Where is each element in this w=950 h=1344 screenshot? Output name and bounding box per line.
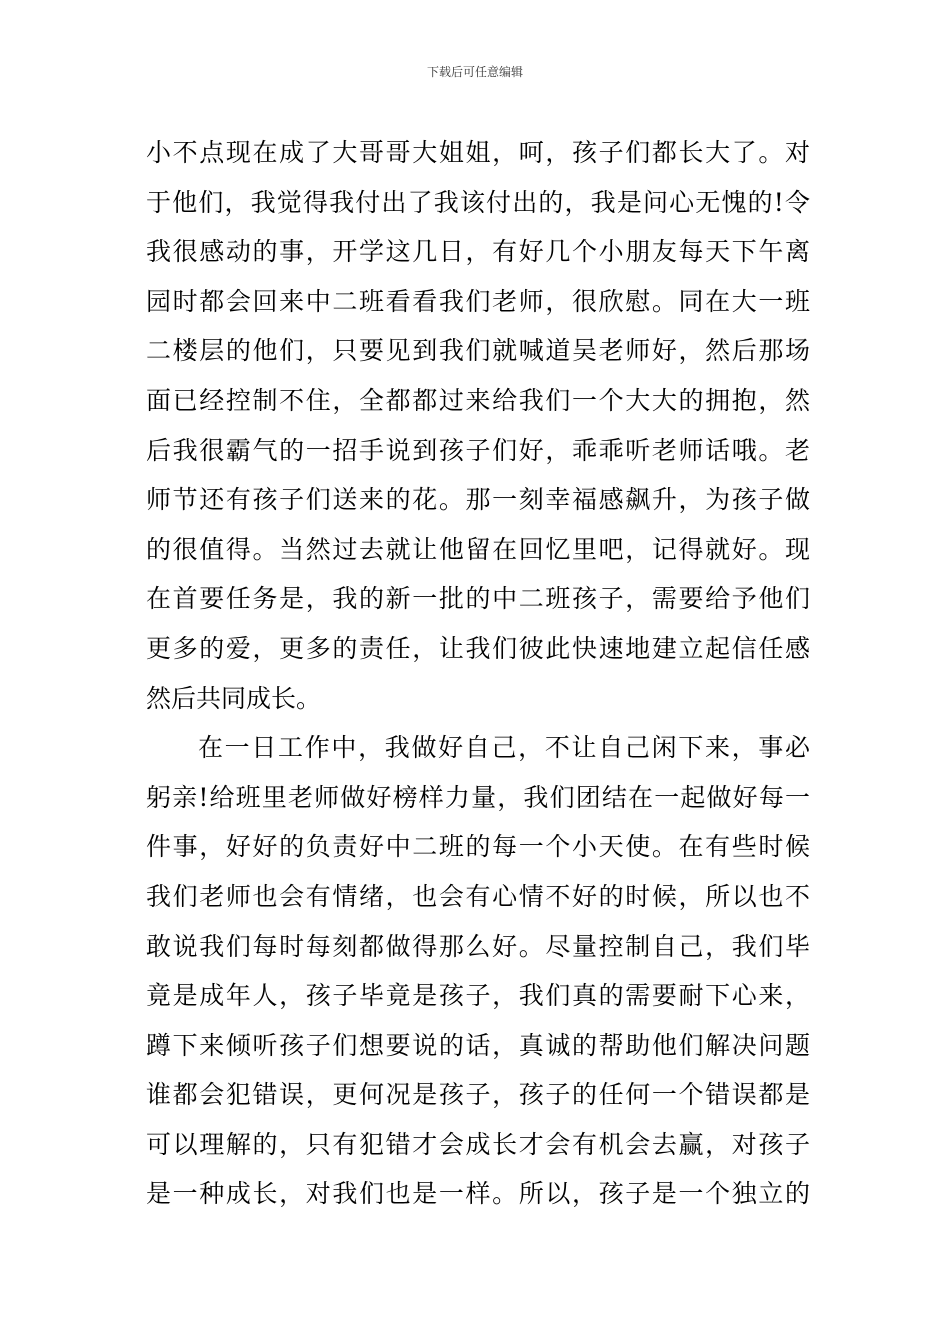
text-line: 敢说我们每时每刻都做得那么好。尽量控制自己，我们毕 — [146, 931, 810, 961]
text-line: 小不点现在成了大哥哥大姐姐，呵，孩子们都长大了。对 — [146, 138, 810, 167]
page-header: 下载后可任意编辑 — [426, 65, 523, 79]
text-line: 园时都会回来中二班看看我们老师，很欣慰。同在大一班 — [146, 286, 810, 316]
text-line: 件事，好好的负责好中二班的每一个小天使。在有些时候 — [146, 832, 810, 862]
text-line: 我很感动的事，开学这几日，有好几个小朋友每天下午离 — [146, 237, 810, 267]
text-line: 二楼层的他们，只要见到我们就喊道吴老师好，然后那场 — [146, 336, 810, 366]
text-line: 是一种成长，对我们也是一样。所以，孩子是一个独立的 — [146, 1179, 810, 1209]
text-line: 更多的爱，更多的责任，让我们彼此快速地建立起信任感 — [146, 633, 810, 663]
text-line: 躬亲!给班里老师做好榜样力量，我们团结在一起做好每一 — [146, 782, 810, 812]
text-line-paragraph-start: 在一日工作中，我做好自己，不让自己闲下来，事必 — [198, 733, 810, 763]
document-body — [146, 128, 810, 1219]
text-line: 然后共同成长。 — [146, 683, 322, 713]
text-line: 竟是成年人，孩子毕竟是孩子，我们真的需要耐下心来， — [146, 981, 810, 1011]
text-line: 谁都会犯错误，更何况是孩子，孩子的任何一个错误都是 — [146, 1080, 810, 1110]
text-line: 后我很霸气的一招手说到孩子们好，乖乖听老师话哦。老 — [146, 435, 810, 465]
text-line: 面已经控制不住，全都都过来给我们一个大大的拥抱，然 — [146, 385, 810, 415]
text-line: 师节还有孩子们送来的花。那一刻幸福感飙升，为孩子做 — [146, 485, 810, 515]
text-line: 可以理解的，只有犯错才会成长才会有机会去赢，对孩子 — [146, 1129, 810, 1159]
text-line: 的很值得。当然过去就让他留在回忆里吧，记得就好。现 — [146, 534, 810, 564]
text-line: 蹲下来倾听孩子们想要说的话，真诚的帮助他们解决问题 — [146, 1030, 810, 1060]
text-line: 我们老师也会有情绪，也会有心情不好的时候，所以也不 — [146, 881, 810, 911]
text-line: 于他们，我觉得我付出了我该付出的，我是问心无愧的!令 — [146, 187, 810, 217]
text-line: 在首要任务是，我的新一批的中二班孩子，需要给予他们 — [146, 584, 810, 614]
